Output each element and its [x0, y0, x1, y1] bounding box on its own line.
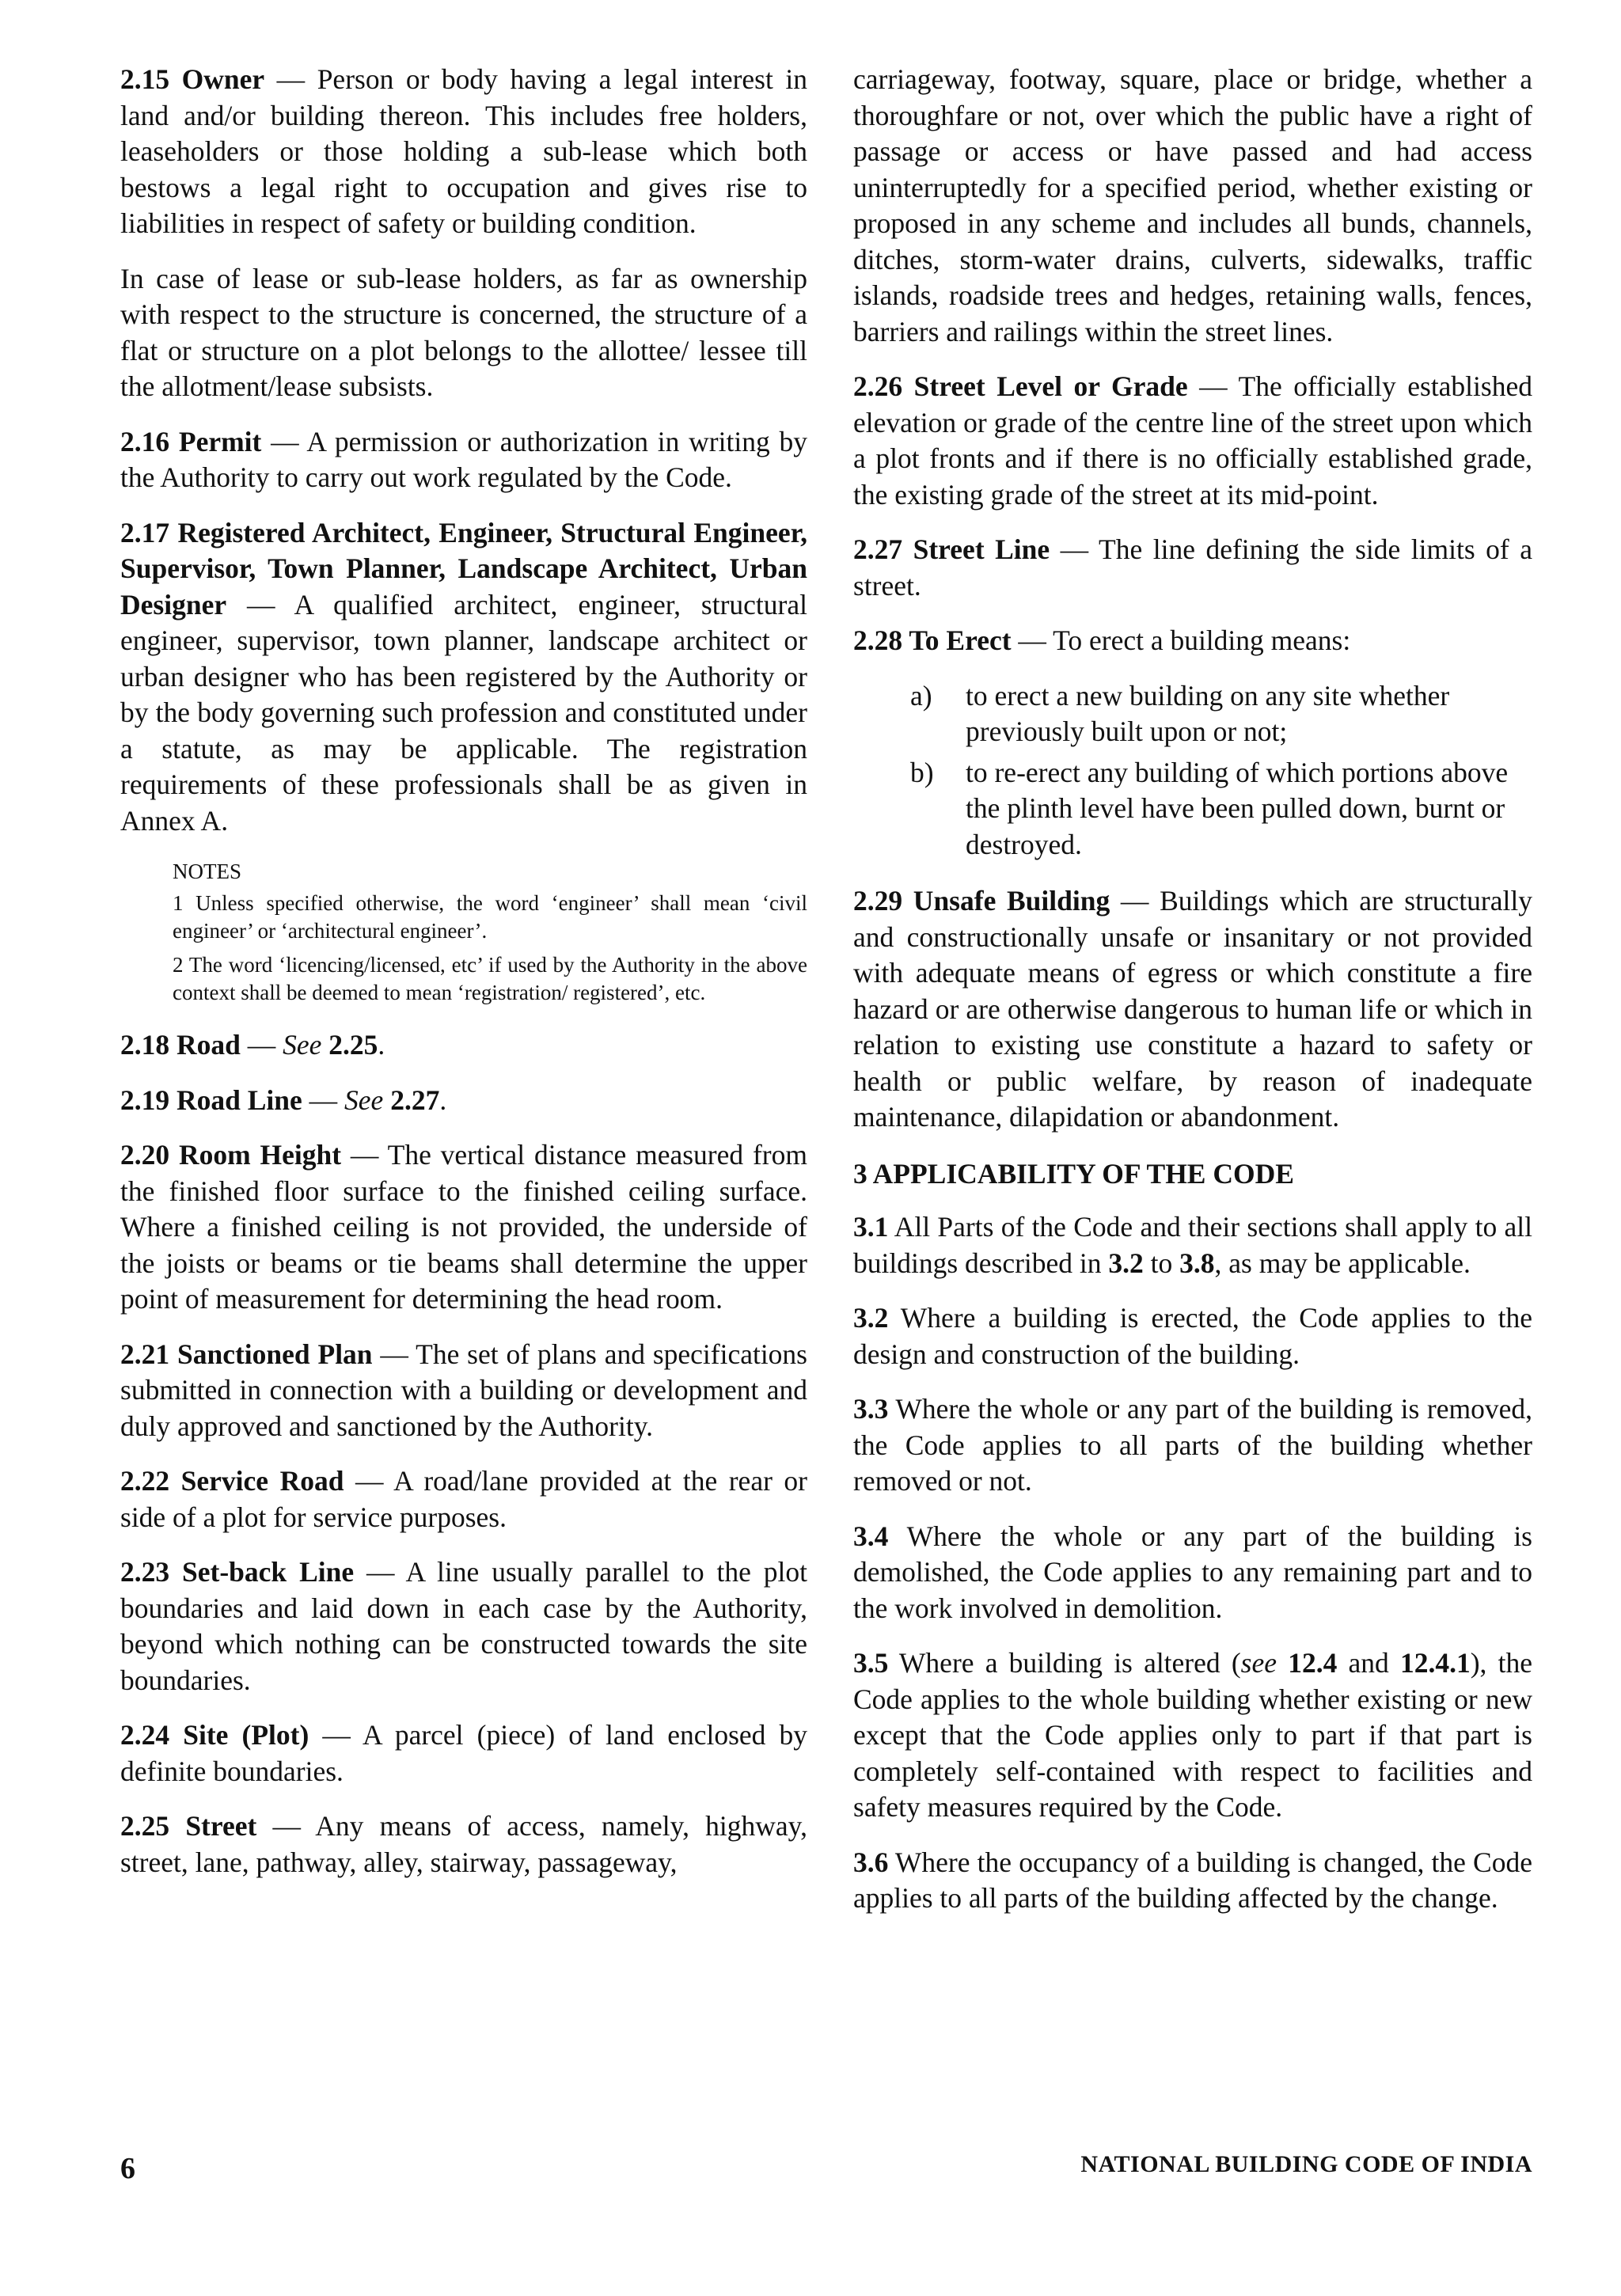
clause-text: — The set of plans and specifications submitted in connection with a building or development and duly approved and sanctioned by the Authority. — [120, 1338, 807, 1442]
notes-heading: NOTES — [173, 860, 241, 883]
clause-ref: 12.4 — [1277, 1647, 1338, 1679]
clause-3-3 — [853, 1391, 1532, 1500]
clause-dash: — — [302, 1083, 345, 1116]
clause-text: and — [1337, 1647, 1400, 1679]
clause-text: — Any means of access, namely, highway, street, lane, pathway, alley, stairway, passageway, — [120, 1810, 807, 1878]
note-text: Unless specified otherwise, the word ‘engineer’ shall mean ‘civil engineer’ or ‘architectural engineer’. — [173, 891, 807, 943]
clause-ref: 3.8 — [1179, 1247, 1215, 1279]
page-number: 6 — [120, 2152, 135, 2185]
see-label: see — [1240, 1647, 1277, 1679]
clause-term: 2.19 Road Line — [120, 1083, 302, 1116]
clause-2-24 — [120, 1717, 807, 1789]
clause-2-29 — [853, 883, 1532, 1136]
clause-3-5 — [853, 1645, 1532, 1826]
clause-2-20 — [120, 1137, 807, 1318]
right-column — [853, 62, 1532, 1917]
list-item — [853, 755, 1532, 863]
clause-3-2 — [853, 1300, 1532, 1372]
clause-2-22 — [120, 1463, 807, 1535]
clause-dash: — — [240, 1029, 283, 1061]
clause-2-19 — [120, 1083, 807, 1119]
clause-term: 2.24 Site (Plot) — [120, 1719, 309, 1751]
clause-text: — The line defining the side limits of a street. — [853, 533, 1532, 602]
clause-term: 2.21 Sanctioned Plan — [120, 1338, 373, 1370]
clause-number: 3.5 — [853, 1647, 889, 1679]
left-column — [120, 62, 807, 1880]
clause-text: — Buildings which are structurally and constructionally unsafe or insanitary or not provided with adequate means of egress or which constitute a fire hazard or are otherwise dangerous to human life or which in relation to existing use constitute a hazard to safety or health or public welfare, by reason of inadequate maintenance, dilapidation or abandonment. — [853, 885, 1532, 1133]
clause-number: 3.1 — [853, 1211, 889, 1243]
clause-text: ), the Code applies to the whole building whether existing or new except that the Code applies only to part if that part is completely self-contained with respect to facilities and safety measures required by the Code. — [853, 1647, 1532, 1823]
clause-3-1 — [853, 1209, 1532, 1281]
see-label: See — [283, 1029, 322, 1061]
note-1 — [173, 890, 807, 945]
note-text: The word ‘licencing/licensed, etc’ if used by the Authority in the above context shall be deemed to mean ‘registration/ registered’, etc. — [173, 953, 807, 1004]
list-text: to erect a new building on any site whether previously built upon or not; — [966, 679, 1450, 747]
clause-text: Where the whole or any part of the building is removed, the Code applies to all parts of the building whether removed or not. — [853, 1393, 1532, 1497]
clause-2-15-para: In case of lease or sub-lease holders, as far as ownership with respect to the structure is concerned, the structure of a flat or structure on a plot belongs to the allottee/ lessee till the allotment/lease subsists. — [120, 262, 807, 402]
footer-title: NATIONAL BUILDING CODE OF INDIA — [1080, 2151, 1532, 2177]
clause-2-25 — [120, 1808, 807, 1880]
clause-text: — The officially established elevation or grade of the centre line of the street upon which a plot fronts and if there is no officially established grade, the existing grade of the street at its mid-point. — [853, 370, 1532, 510]
clause-ref: 12.4.1 — [1399, 1647, 1471, 1679]
clause-text: , as may be applicable. — [1214, 1247, 1471, 1279]
clause-text: — Person or body having a legal interest in land and/or building thereon. This includes free holders, leaseholders or those holding a sub-lease which both bestows a legal right to occupation and gives rise to liabilities in respect of safety or building condition. — [120, 63, 807, 239]
clause-term: 2.17 Registered Architect, Engineer, Structural Engineer, Supervisor, Town Planner, Landscape Architect, Urban Designer — [120, 516, 807, 620]
clause-number: 3.2 — [853, 1302, 889, 1334]
clause-text: — A line usually parallel to the plot boundaries and laid down in each case by the Authority, beyond which nothing can be constructed towards the site boundaries. — [120, 1556, 808, 1696]
clause-term: 2.16 Permit — [120, 425, 262, 457]
clause-term: 2.26 Street Level or Grade — [853, 370, 1188, 402]
clause-ref: 2.25 — [321, 1029, 378, 1061]
clause-text: — A road/lane provided at the rear or side of a plot for service purposes. — [120, 1465, 808, 1533]
clause-term: 2.29 Unsafe Building — [853, 885, 1110, 917]
clause-text: Where the occupancy of a building is changed, the Code applies to all parts of the building affected by the change. — [853, 1846, 1532, 1914]
section-heading: 3 APPLICABILITY OF THE CODE — [853, 1157, 1294, 1190]
clause-text: — A permission or authorization in writing by the Authority to carry out work regulated by the Code. — [120, 425, 807, 493]
list-marker: a) — [910, 679, 932, 712]
note-number: 2 — [173, 953, 184, 977]
clause-text: to — [1143, 1247, 1180, 1279]
clause-term: 2.27 Street Line — [853, 533, 1050, 565]
clause-text: — The vertical distance measured from the finished floor surface to the finished ceiling surface. Where a finished ceiling is not provided, the underside of the joists or beams or tie beams shall determine the upper point of measurement for determining the head room. — [120, 1139, 807, 1315]
clause-2-25-continued: carriageway, footway, square, place or bridge, whether a thoroughfare or not, over which the public have a right of passage or access or have passed and had access uninterruptedly for a specified period, whether existing or proposed in any scheme and includes all bunds, channels, ditches, storm-water drains, culverts, sidewalks, traffic islands, roadside trees and hedges, retaining walls, fences, barriers and railings within the street lines. — [853, 63, 1532, 347]
clause-end: . — [439, 1083, 447, 1116]
clause-2-23 — [120, 1554, 807, 1698]
clause-text: All Parts of the Code and their sections shall apply to all buildings described in — [853, 1211, 1532, 1279]
list-text: to re-erect any building of which portions above the plinth level have been pulled down, burnt or destroyed. — [966, 756, 1509, 860]
clause-2-17 — [120, 515, 807, 840]
erect-list — [853, 678, 1532, 863]
clause-term: 2.22 Service Road — [120, 1465, 344, 1497]
clause-term: 2.18 Road — [120, 1029, 241, 1061]
clause-text: Where the whole or any part of the building is demolished, the Code applies to any remaining part and to the work involved in demolition. — [853, 1520, 1532, 1624]
clause-number: 3.3 — [853, 1393, 889, 1425]
clause-text: — To erect a building means: — [1011, 624, 1351, 656]
clause-term: 2.20 Room Height — [120, 1139, 342, 1171]
clause-ref: 3.2 — [1108, 1247, 1144, 1279]
clause-term: 2.25 Street — [120, 1810, 257, 1842]
clause-term: 2.23 Set-back Line — [120, 1556, 355, 1588]
note-number: 1 — [173, 891, 184, 915]
list-item — [853, 678, 1532, 750]
clause-text: Where a building is altered ( — [888, 1647, 1241, 1679]
list-marker: b) — [910, 756, 934, 788]
clause-2-27 — [853, 532, 1532, 604]
clause-text: — A qualified architect, engineer, structural engineer, supervisor, town planner, landscape architect or urban designer who has been registered by the Authority or by the body governing such profession and constituted under a statute, as may be applicable. The registration requirements of these professionals shall be as given in Annex A. — [120, 588, 807, 837]
clause-end: . — [378, 1029, 385, 1061]
clause-2-18 — [120, 1027, 807, 1064]
clause-2-15 — [120, 62, 807, 242]
clause-ref: 2.27 — [383, 1083, 440, 1116]
clause-number: 3.4 — [853, 1520, 889, 1552]
notes-block — [173, 858, 807, 1007]
clause-2-28 — [853, 623, 1532, 659]
note-2 — [173, 951, 807, 1007]
clause-text: Where a building is erected, the Code applies to the design and construction of the building. — [853, 1302, 1532, 1370]
clause-term: 2.28 To Erect — [853, 624, 1012, 656]
clause-2-21 — [120, 1337, 807, 1445]
clause-2-16 — [120, 424, 807, 496]
see-label: See — [344, 1083, 384, 1116]
clause-term: 2.15 Owner — [120, 63, 265, 95]
clause-3-4 — [853, 1519, 1532, 1627]
clause-number: 3.6 — [853, 1846, 889, 1878]
clause-2-26 — [853, 369, 1532, 513]
clause-text: — A parcel (piece) of land enclosed by definite boundaries. — [120, 1719, 807, 1787]
clause-3-6 — [853, 1845, 1532, 1917]
